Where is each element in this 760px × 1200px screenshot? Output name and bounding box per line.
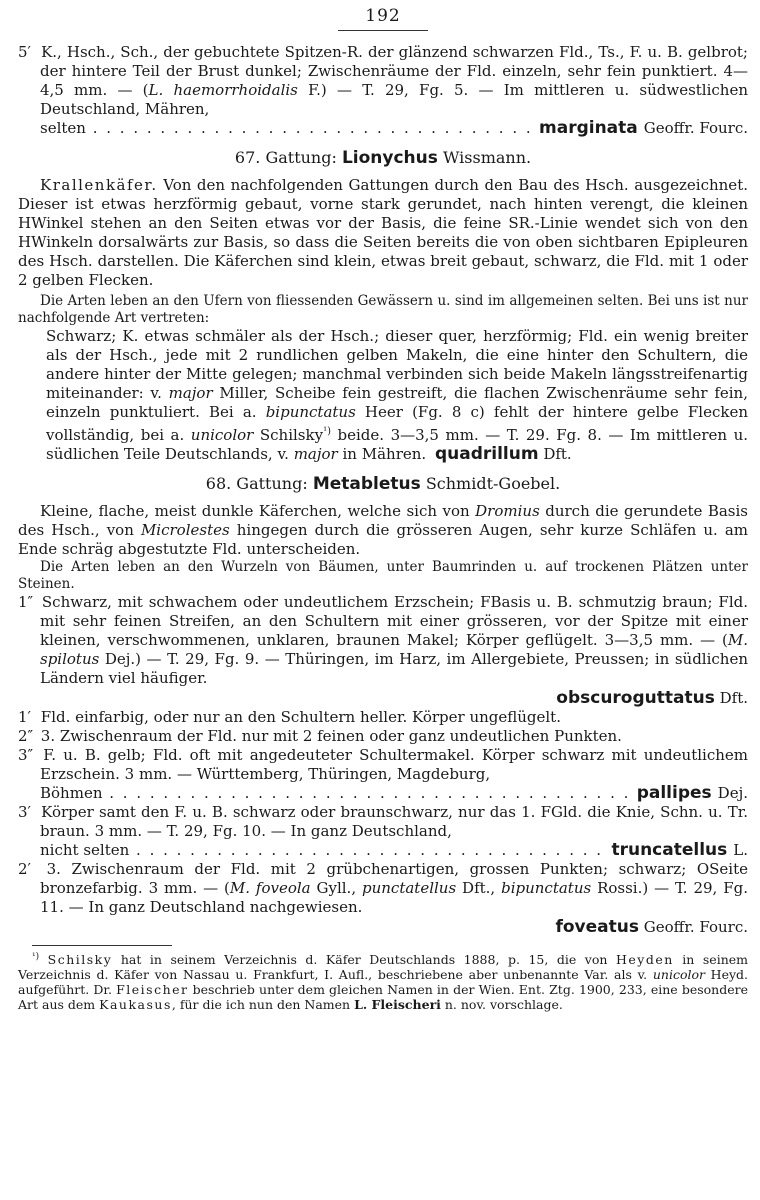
key-number: 3′ <box>18 803 31 821</box>
new-species-name: L. Fleischeri <box>354 997 441 1013</box>
entry-text: 3. Zwischenraum der Fld. nur mit 2 feinen oder ganz undeutlichen Punkten. <box>40 727 622 745</box>
text-run: Dej.) — T. 29, Fg. 9. — Thüringen, im Harz, im Allergebiete, Preussen; in südlichen Ländern viel häufiger. <box>40 650 748 687</box>
genus-description <box>18 502 748 559</box>
species-author: Dej. <box>717 784 748 802</box>
entry-text: K., Hsch., Sch., der gebuchtete Spitzen-R. der glänzend schwarzen Fld., Ts., F. u. B. gelbrot; der hintere Teil der Brust dunkel; Zwischenräume der Fld. einzeln, sehr fein punktiert. 4—4,5 mm. — ( <box>40 43 748 99</box>
synonym: punctatellus <box>362 879 457 897</box>
genus-heading-68 <box>18 472 748 496</box>
key-number: 3″ <box>18 746 34 764</box>
text-run: in Mähren. <box>337 445 427 463</box>
synonym: M. foveola <box>229 879 311 897</box>
species-description-quadrillum <box>18 327 748 464</box>
text-run: Schwarz, mit schwachem oder undeutlichem Erzschein; FBasis u. B. schmutzig braun; Fld. mit sehr feinen Streifen, an den Schultern mit einer grösseren, vor der Spitze mit einer kleinen, verschwommenen, unklaren, braunen Makel; Körper geflügelt. 3—3,5 mm. — ( <box>40 593 748 649</box>
page-number: 192 <box>365 6 401 26</box>
species-author: Geoffr. Fourc. <box>643 918 748 936</box>
text-run: Schwarz; K. etwas schmäler als der Hsch.; dieser quer, herzförmig; Fld. ein wenig breiter als der Hsch., jede mit 2 rundlichen gelben Makeln, die eine hinter den Schultern, die andere hinter der Mitte gelegen; manchmal verbinden sich beide Makeln längsstreifenartig miteinander: v. <box>46 327 748 402</box>
text-run: hingegen durch die grösseren Augen, sehr kurze Schläfen u. am Ende schräg abgestutzte Fld. unterscheiden. <box>18 521 748 558</box>
genus-heading-67 <box>18 146 748 170</box>
genus-prefix: 68. Gattung: <box>205 474 308 493</box>
synonym: M. spilotus <box>40 631 748 668</box>
text-run: durch die gerundete Basis des Hsch., von <box>18 502 749 539</box>
description-text: Von den nachfolgenden Gattungen durch den Bau des Hsch. ausgezeichnet. Dieser ist etwas herzförmig gebaut, vorne stark gerundet, nach hinten verengt, die kleinen HWinkel stehen an den Seiten etwas vor der Basis, die feine SR.-Linie wendet sich von den HWinkeln dorsalwärts zur Basis, so dass die Seiten bereits die von oben sichtbaren Epipleuren des Hsch. darstellen. Die Käferchen sind klein, etwas breit gebaut, schwarz, die Fld. mit 1 oder 2 gelben Flecken. <box>18 176 748 289</box>
species-author: L. <box>733 841 748 859</box>
habitat-note: Die Arten leben an den Wurzeln von Bäumen, unter Baumrinden u. auf trockenen Plätzen unter Steinen. <box>18 559 748 592</box>
footnote-reference[interactable]: ¹) <box>323 426 331 437</box>
text-run: Schilsky <box>253 426 324 444</box>
genus-reference: Dromius <box>475 502 540 520</box>
text-run: beide. 3—3,5 mm. — T. 29. Fg. 8. — Im mittleren u. südlichen Teile Deutschlands, v. <box>46 426 749 463</box>
place-name: Kaukasus <box>99 997 172 1013</box>
genus-description <box>18 176 748 290</box>
text-run: Dft., <box>456 879 502 897</box>
variety-name: unicolor <box>652 967 705 983</box>
key-number: 2″ <box>18 727 34 745</box>
species-line-truncatellus <box>18 841 748 860</box>
species-author: Geoffr. Fourc. <box>643 119 748 137</box>
genus-name: Lionychus <box>341 148 438 168</box>
person-name: Schilsky <box>47 952 113 968</box>
key-entry-5-prime <box>18 43 748 119</box>
species-line-foveatus <box>18 917 748 937</box>
book-page <box>18 6 748 1012</box>
genus-author: Wissmann. <box>442 148 532 167</box>
key-entry-2-double-prime <box>18 727 748 746</box>
leader-text: Böhmen . . . <box>40 784 633 803</box>
text-run: Kleine, flache, meist dunkle Käferchen, welche sich von <box>40 502 476 520</box>
variety-name: major <box>293 445 338 463</box>
species-name: quadrillum <box>434 444 539 464</box>
text-run: Heer (Fg. 8 c) fehlt der hintere gelbe Flecken vollständig, bei a. <box>46 403 748 444</box>
synonym: bipunctatus <box>501 879 592 897</box>
key-entry-1-double-prime <box>18 593 748 688</box>
synonym: L. haemorrhoidalis <box>148 81 298 99</box>
person-name: Fleischer <box>116 982 189 998</box>
species-name: obscuroguttatus <box>556 688 715 708</box>
entry-text: F. u. B. gelb; Fld. oft mit angedeuteter Schultermakel. Körper schwarz mit undeutlichem Erzschein. 3 mm. — Württemberg, Thüringen, Magdeburg, <box>40 746 748 783</box>
species-name: truncatellus <box>611 840 728 860</box>
key-entry-1-prime <box>18 708 748 727</box>
text-run: Rossi.) — T. 29, Fg. 11. — In ganz Deutschland nachgewiesen. <box>40 879 748 916</box>
text-run: Gyll., <box>310 879 362 897</box>
leader-text: selten . . . <box>40 119 535 138</box>
text-run: beschrieb unter dem gleichen Namen in der Wien. Ent. Ztg. 1900, 233, eine besondere Art aus dem <box>18 982 748 1013</box>
person-name: Heyden <box>615 952 674 968</box>
habitat-note: Die Arten leben an den Ufern von fliessenden Gewässern u. sind im allgemeinen selten. Bei uns ist nur nachfolgende Art vertreten: <box>18 293 748 326</box>
species-name: marginata <box>539 118 638 138</box>
key-entry-2-prime <box>18 860 748 917</box>
entry-text: Fld. einfarbig, oder nur an den Schultern heller. Körper ungeflügelt. <box>40 708 561 726</box>
species-name: foveatus <box>555 917 639 937</box>
text-run: Heyd. aufgeführt. Dr. <box>18 967 749 998</box>
key-entry-3-double-prime <box>18 746 748 784</box>
key-number: 5′ <box>18 43 31 61</box>
genus-reference: Microlestes <box>140 521 230 539</box>
common-name: Krallenkäfer. <box>40 176 158 194</box>
genus-prefix: 67. Gattung: <box>234 148 337 167</box>
text-run: in seinem Verzeichnis d. Käfer von Nassau u. Frankfurt, I. Aufl., beschriebene aber unbenannte Var. als v. <box>18 952 748 983</box>
species-author: Dft. <box>543 445 572 463</box>
aberration-name: bipunctatus <box>265 403 356 421</box>
text-run: , für die ich nun den Namen <box>171 997 355 1013</box>
footnote-rule <box>32 945 172 946</box>
species-line-marginata <box>18 119 748 138</box>
genus-name: Metabletus <box>312 474 421 494</box>
key-entry-3-prime <box>18 803 748 841</box>
entry-text-2: F.) — T. 29, Fg. 5. — Im mittleren u. südwestlichen Deutschland, Mähren, <box>40 81 748 118</box>
genus-author: Schmidt-Goebel. <box>425 474 561 493</box>
text-run: Miller, Scheibe fein gestreift, die flachen Zwischenräume sehr fein, einzeln punktuliert. Bei a. <box>46 384 748 421</box>
text-run: n. nov. vorschlage. <box>440 997 563 1013</box>
key-number: 1″ <box>18 593 34 611</box>
leader-text: nicht selten . . . <box>40 841 607 860</box>
key-number: 1′ <box>18 708 31 726</box>
species-name: pallipes <box>636 783 712 803</box>
entry-text: Körper samt den F. u. B. schwarz oder braunschwarz, nur das 1. FGld. die Knie, Schn. u. Tr. braun. 3 mm. — T. 29, Fg. 10. — In ganz Deutschland, <box>40 803 748 840</box>
species-line-obscuroguttatus <box>18 688 748 708</box>
key-number: 2′ <box>18 860 31 878</box>
text-run: hat in seinem Verzeichnis d. Käfer Deutschlands 1888, p. 15, die von <box>112 952 616 968</box>
footnote-mark: ¹) <box>32 952 40 962</box>
header-rule <box>338 30 428 31</box>
text-run: 3. Zwischenraum der Fld. mit 2 grübchenartigen, grossen Punkten; schwarz; OSeite bronzefarbig. 3 mm. — ( <box>40 860 748 897</box>
footnote <box>18 950 748 1012</box>
species-author: Dft. <box>719 689 748 707</box>
species-line-pallipes <box>18 784 748 803</box>
aberration-name: unicolor <box>190 426 254 444</box>
variety-name: major <box>168 384 213 402</box>
